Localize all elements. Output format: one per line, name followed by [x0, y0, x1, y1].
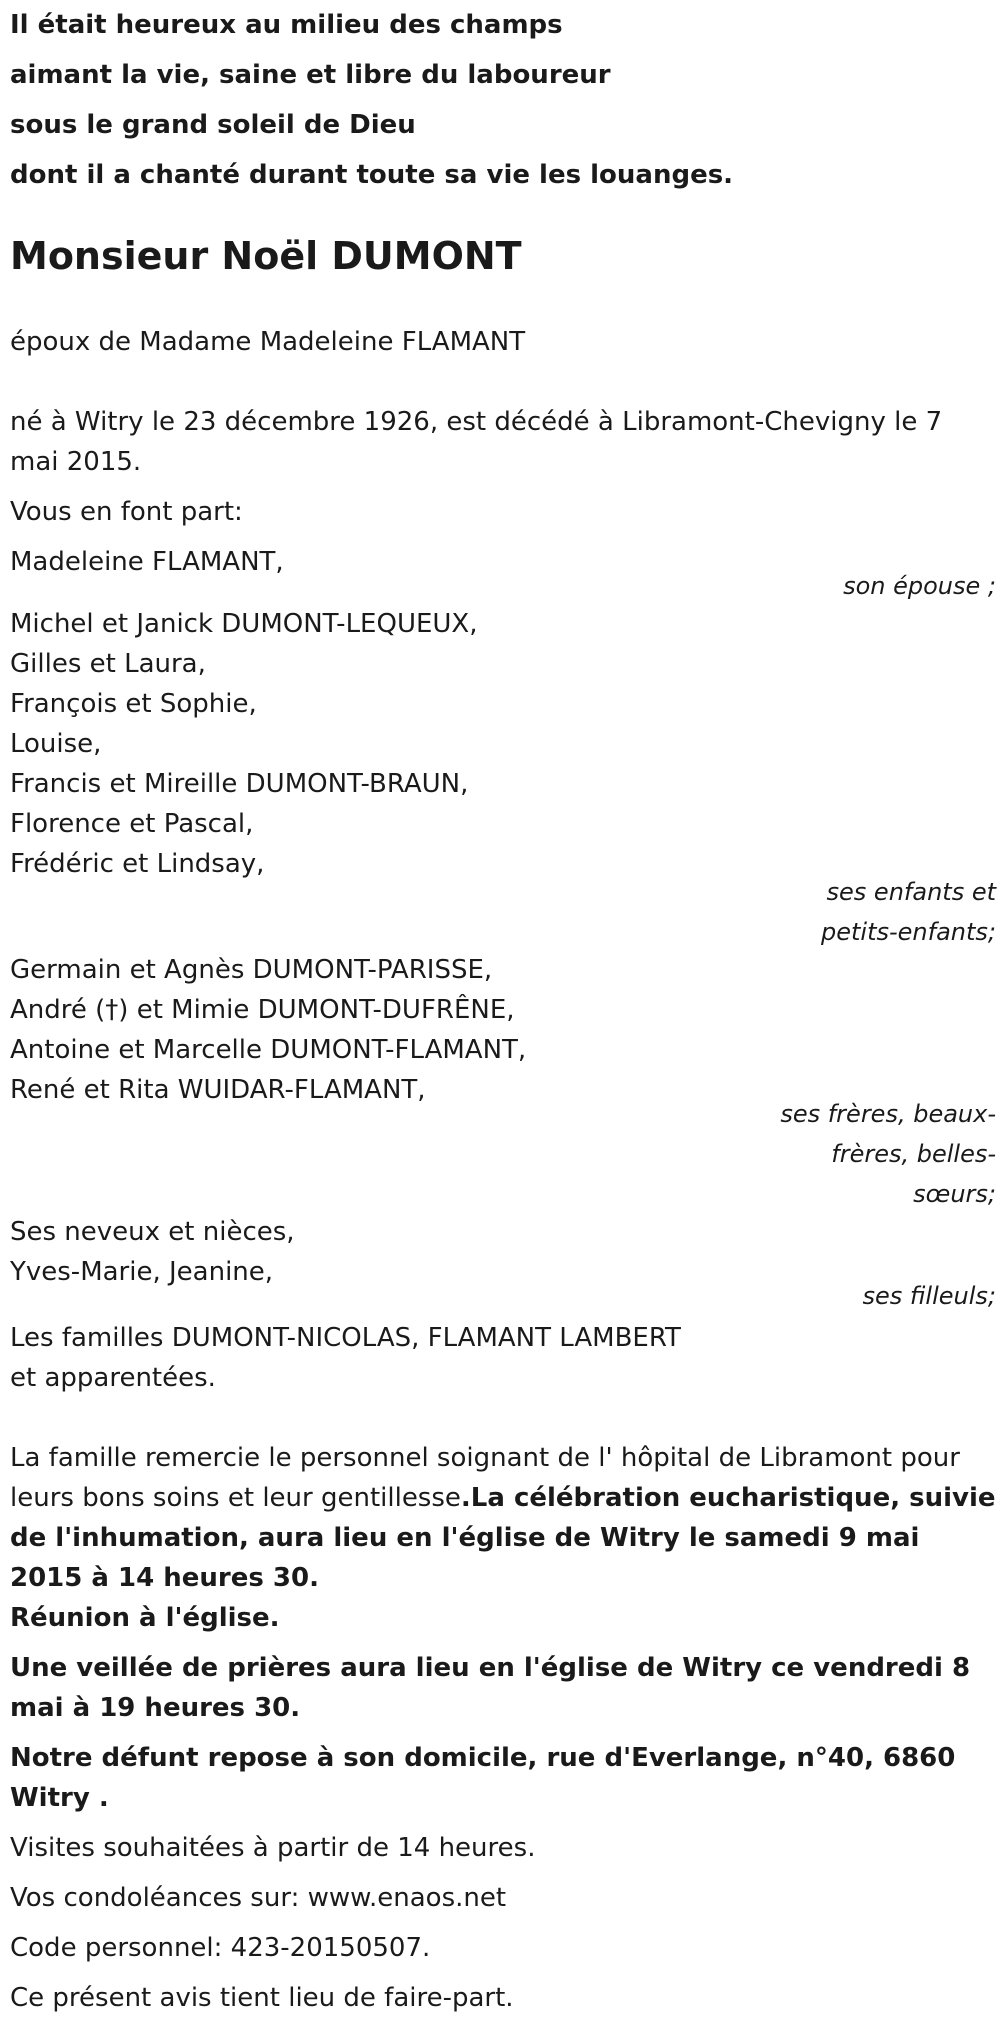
families-line: et apparentées. [10, 1363, 216, 1393]
child-name: François et Sophie, [10, 689, 257, 719]
condolences-line: Vos condoléances sur: www.enaos.net [10, 1883, 507, 1913]
godchild-name: Yves-Marie, Jeanine, [10, 1257, 274, 1287]
meeting-line: Réunion à l'église. [10, 1603, 280, 1633]
godchild-name: Ses neveux et nièces, [10, 1217, 295, 1247]
siblings-role: frères, belles- [831, 1140, 996, 1168]
children-role: ses enfants et [826, 878, 996, 906]
birth-death-line: né à Witry le 23 décembre 1926, est décédé à Libramont-Chevigny le 7 [10, 407, 943, 437]
thanks-text: La famille remercie le personnel soignant de l' hôpital de Libramont pour leurs bons soins et leur gentillesse [10, 1443, 960, 1513]
children-role: petits-enfants; [821, 918, 996, 946]
sibling-name: André (†) et Mimie DUMONT-DUFRÊNE, [10, 995, 515, 1025]
siblings-role: ses frères, beaux- [780, 1100, 996, 1128]
poem-line: sous le grand soleil de Dieu [10, 110, 416, 140]
child-name: Michel et Janick DUMONT-LEQUEUX, [10, 609, 478, 639]
families-line: Les familles DUMONT-NICOLAS, FLAMANT LAMBERT [10, 1323, 681, 1353]
child-name: Francis et Mireille DUMONT-BRAUN, [10, 769, 469, 799]
announce-line: Vous en font part: [10, 497, 243, 527]
child-name: Frédéric et Lindsay, [10, 849, 265, 879]
siblings-role: sœurs; [913, 1180, 996, 1208]
notice-line: Ce présent avis tient lieu de faire-part. [10, 1983, 514, 2013]
poem-line: Il était heureux au milieu des champs [10, 10, 563, 40]
sibling-name: René et Rita WUIDAR-FLAMANT, [10, 1075, 426, 1105]
child-name: Florence et Pascal, [10, 809, 254, 839]
spouse-role: son épouse ; [843, 572, 996, 600]
deceased-name: Monsieur Noël DUMONT [10, 234, 522, 278]
sibling-name: Germain et Agnès DUMONT-PARISSE, [10, 955, 493, 985]
thanks-paragraph [10, 1438, 996, 1598]
godchildren-role: ses filleuls; [862, 1282, 996, 1310]
birth-death-line: mai 2015. [10, 447, 142, 477]
rest-paragraph: Notre défunt repose à son domicile, rue d'Everlange, n°40, 6860 Witry . [10, 1743, 956, 1813]
child-name: Louise, [10, 729, 102, 759]
child-name: Gilles et Laura, [10, 649, 206, 679]
spouse-line: époux de Madame Madeleine FLAMANT [10, 327, 526, 357]
visits-line: Visites souhaitées à partir de 14 heures. [10, 1833, 536, 1863]
vigil-paragraph: Une veillée de prières aura lieu en l'église de Witry ce vendredi 8 mai à 19 heures 30. [10, 1653, 971, 1723]
poem-line: aimant la vie, saine et libre du laboureur [10, 60, 611, 90]
code-line: Code personnel: 423-20150507. [10, 1933, 431, 1963]
sibling-name: Antoine et Marcelle DUMONT-FLAMANT, [10, 1035, 527, 1065]
spouse-name: Madeleine FLAMANT, [10, 547, 284, 577]
ceremony-text: .La célébration eucharistique, suivie de l'inhumation, aura lieu en l'église de Witry le samedi 9 mai 2015 à 14 heures 30. [10, 1483, 996, 1593]
poem-line: dont il a chanté durant toute sa vie les louanges. [10, 160, 734, 190]
